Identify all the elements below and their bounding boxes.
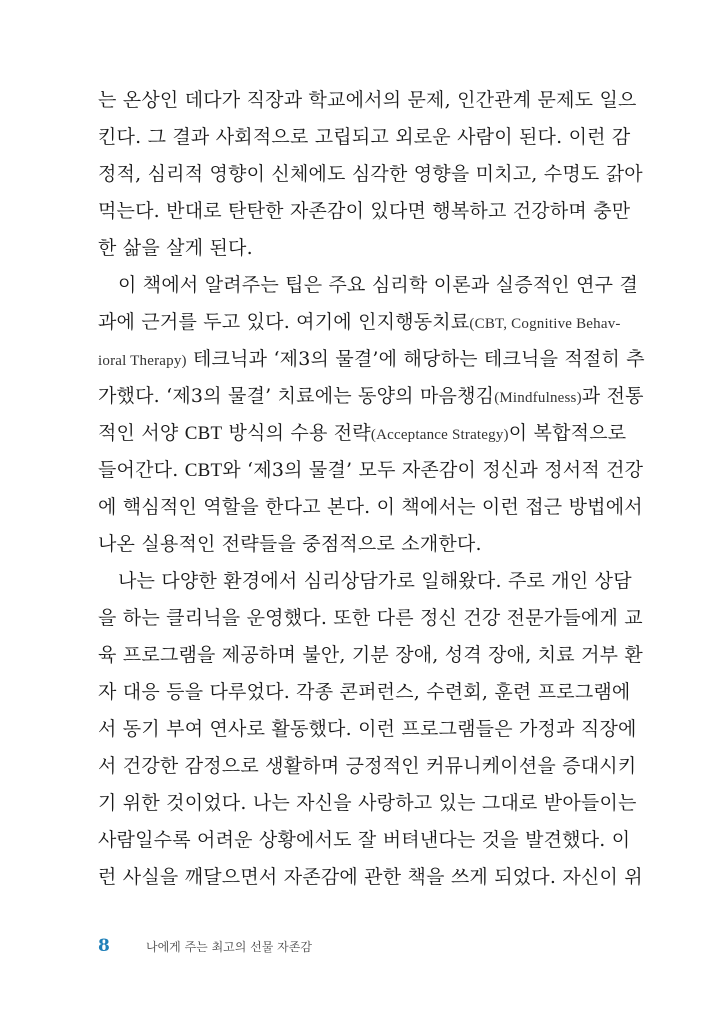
text-line-paragraph-end: 한 삶을 살게 된다.	[98, 237, 253, 259]
latin-term: ioral Therapy)	[98, 353, 187, 369]
text-segment: 방식의 수용 전략	[222, 422, 371, 444]
text-line: 는 온상인 데다가 직장과 학교에서의 문제, 인간관계 문제도 일으	[98, 89, 637, 111]
latin-term: (Acceptance Strategy)	[370, 427, 509, 443]
text-segment: 와 ‘제3의 물결’ 모두 자존감이 정신과 정서적 건강	[222, 459, 644, 481]
text-line	[98, 415, 627, 452]
text-segment: 가했다. ‘제3의 물결’ 치료에는 동양의 마음챙김	[98, 385, 495, 407]
text-line: 서 동기 부여 연사로 활동했다. 이런 프로그램들은 가정과 직장에	[98, 718, 637, 740]
text-line: 서 건강한 감정으로 생활하며 긍정적인 커뮤니케이션을 증대시키	[98, 755, 637, 777]
page-footer	[98, 936, 312, 956]
text-line: 자 대응 등을 다루었다. 각종 콘퍼런스, 수련회, 훈련 프로그램에	[98, 681, 631, 703]
text-segment: 이 복합적으로	[508, 422, 627, 444]
text-line: 런 사실을 깨달으면서 자존감에 관한 책을 쓰게 되었다. 자신이 위	[98, 866, 643, 888]
text-line: 먹는다. 반대로 탄탄한 자존감이 있다면 행복하고 건강하며 충만	[98, 200, 631, 222]
text-line: 정적, 심리적 영향이 신체에도 심각한 영향을 미치고, 수명도 갉아	[98, 163, 643, 185]
text-line	[98, 378, 644, 415]
text-segment: 들어간다.	[98, 459, 185, 481]
page-body	[98, 82, 645, 896]
text-line: 을 하는 클리닉을 운영했다. 또한 다른 정신 건강 전문가들에게 교	[98, 607, 643, 629]
text-line: 킨다. 그 결과 사회적으로 고립되고 외로운 사람이 된다. 이런 감	[98, 126, 631, 148]
text-segment: 테크닉과 ‘제3의 물결’에 해당하는 테크닉을 적절히 추	[186, 348, 645, 370]
text-line-paragraph-start: 나는 다양한 환경에서 심리상담가로 일해왔다. 주로 개인 상담	[118, 570, 632, 592]
text-line: 기 위한 것이었다. 나는 자신을 사랑하고 있는 그대로 받아들이는	[98, 792, 637, 814]
text-line	[98, 341, 645, 378]
latin-term: CBT	[184, 423, 223, 444]
text-line: 에 핵심적인 역할을 한다고 본다. 이 책에서는 이런 접근 방법에서	[98, 496, 643, 518]
text-line: 사람일수록 어려운 상황에서도 잘 버텨낸다는 것을 발견했다. 이	[98, 829, 631, 851]
text-segment: 과 전통	[581, 385, 644, 407]
text-segment: 적인 서양	[98, 422, 185, 444]
text-line-paragraph-start: 이 책에서 알려주는 팁은 주요 심리학 이론과 실증적인 연구 결	[118, 274, 639, 296]
latin-term: (Mindfulness)	[494, 390, 582, 406]
running-book-title: 나에게 주는 최고의 선물 자존감	[146, 940, 312, 954]
page-number: 8	[98, 936, 110, 956]
latin-term: CBT	[184, 460, 223, 481]
text-line	[98, 452, 644, 489]
text-segment: 과에 근거를 두고 있다. 여기에 인지행동치료	[98, 311, 470, 333]
latin-term: (CBT, Cognitive Behav-	[469, 316, 621, 332]
text-line: 육 프로그램을 제공하며 불안, 기분 장애, 성격 장애, 치료 거부 환	[98, 644, 643, 666]
text-line	[98, 304, 621, 341]
text-line-paragraph-end: 나온 실용적인 전략들을 중점적으로 소개한다.	[98, 533, 482, 555]
